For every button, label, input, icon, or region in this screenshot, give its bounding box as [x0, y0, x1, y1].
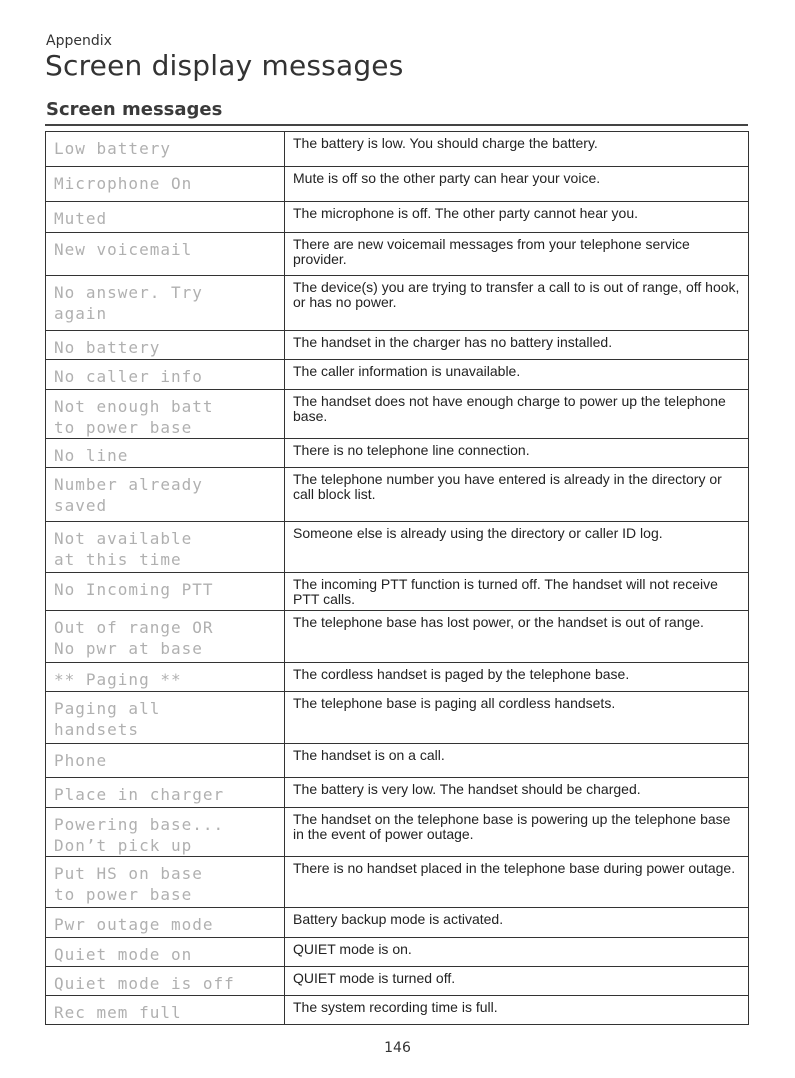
table-row: [46, 202, 749, 233]
screen-text-cell: Muted: [46, 202, 285, 233]
screen-text-cell: No caller info: [46, 360, 285, 390]
description-cell: The telephone base has lost power, or the handset is out of range.: [285, 611, 749, 663]
description-cell: The handset on the telephone base is powering up the telephone base in the event of power outage.: [285, 808, 749, 857]
table-row: [46, 468, 749, 522]
description-cell: Battery backup mode is activated.: [285, 908, 749, 938]
screen-messages-table: [45, 131, 749, 1025]
description-cell: Mute is off so the other party can hear your voice.: [285, 167, 749, 202]
description-cell: Someone else is already using the directory or caller ID log.: [285, 522, 749, 573]
table-row: [46, 692, 749, 744]
table-row: [46, 522, 749, 573]
table-row: [46, 996, 749, 1025]
table-row: [46, 967, 749, 996]
screen-text-cell: No answer. Try again: [46, 276, 285, 331]
screen-text-cell: Quiet mode is off: [46, 967, 285, 996]
page-title: Screen display messages: [45, 49, 404, 82]
table-row: [46, 573, 749, 611]
table-row: [46, 439, 749, 468]
screen-messages-body: [46, 132, 749, 1025]
table-row: [46, 908, 749, 938]
description-cell: There are new voicemail messages from your telephone service provider.: [285, 233, 749, 276]
screen-text-cell: No Incoming PTT: [46, 573, 285, 611]
screen-text-cell: New voicemail: [46, 233, 285, 276]
description-cell: QUIET mode is on.: [285, 938, 749, 967]
table-row: [46, 132, 749, 167]
description-cell: There is no handset placed in the telephone base during power outage.: [285, 857, 749, 908]
screen-text-cell: Quiet mode on: [46, 938, 285, 967]
screen-text-cell: Not available at this time: [46, 522, 285, 573]
screen-text-cell: Place in charger: [46, 778, 285, 808]
screen-text-cell: Phone: [46, 744, 285, 778]
table-row: [46, 663, 749, 692]
description-cell: The caller information is unavailable.: [285, 360, 749, 390]
description-cell: The cordless handset is paged by the telephone base.: [285, 663, 749, 692]
description-cell: The battery is very low. The handset should be charged.: [285, 778, 749, 808]
description-cell: The handset does not have enough charge to power up the telephone base.: [285, 390, 749, 439]
screen-text-cell: Rec mem full: [46, 996, 285, 1025]
screen-text-cell: Microphone On: [46, 167, 285, 202]
table-row: [46, 808, 749, 857]
table-row: [46, 390, 749, 439]
table-row: [46, 938, 749, 967]
table-row: [46, 276, 749, 331]
description-cell: The telephone number you have entered is already in the directory or call block list.: [285, 468, 749, 522]
screen-text-cell: No battery: [46, 331, 285, 360]
description-cell: The incoming PTT function is turned off. The handset will not receive PTT calls.: [285, 573, 749, 611]
table-row: [46, 167, 749, 202]
screen-text-cell: Paging all handsets: [46, 692, 285, 744]
screen-text-cell: Number already saved: [46, 468, 285, 522]
description-cell: The system recording time is full.: [285, 996, 749, 1025]
description-cell: The telephone base is paging all cordless handsets.: [285, 692, 749, 744]
screen-text-cell: Not enough batt to power base: [46, 390, 285, 439]
description-cell: The handset is on a call.: [285, 744, 749, 778]
screen-text-cell: Out of range OR No pwr at base: [46, 611, 285, 663]
table-row: [46, 233, 749, 276]
section-label: Appendix: [46, 33, 112, 49]
description-cell: The handset in the charger has no battery installed.: [285, 331, 749, 360]
page-number: 146: [384, 1040, 411, 1056]
table-row: [46, 611, 749, 663]
subheading: Screen messages: [46, 99, 223, 120]
screen-text-cell: Low battery: [46, 132, 285, 167]
description-cell: The device(s) you are trying to transfer a call to is out of range, off hook, or has no power.: [285, 276, 749, 331]
table-row: [46, 778, 749, 808]
description-cell: There is no telephone line connection.: [285, 439, 749, 468]
table-row: [46, 744, 749, 778]
screen-text-cell: Powering base... Don’t pick up: [46, 808, 285, 857]
description-cell: QUIET mode is turned off.: [285, 967, 749, 996]
heading-rule: [45, 124, 748, 126]
screen-text-cell: No line: [46, 439, 285, 468]
table-row: [46, 360, 749, 390]
screen-text-cell: Put HS on base to power base: [46, 857, 285, 908]
description-cell: The battery is low. You should charge the battery.: [285, 132, 749, 167]
table-row: [46, 857, 749, 908]
table-row: [46, 331, 749, 360]
screen-text-cell: Pwr outage mode: [46, 908, 285, 938]
screen-text-cell: ** Paging **: [46, 663, 285, 692]
description-cell: The microphone is off. The other party cannot hear you.: [285, 202, 749, 233]
